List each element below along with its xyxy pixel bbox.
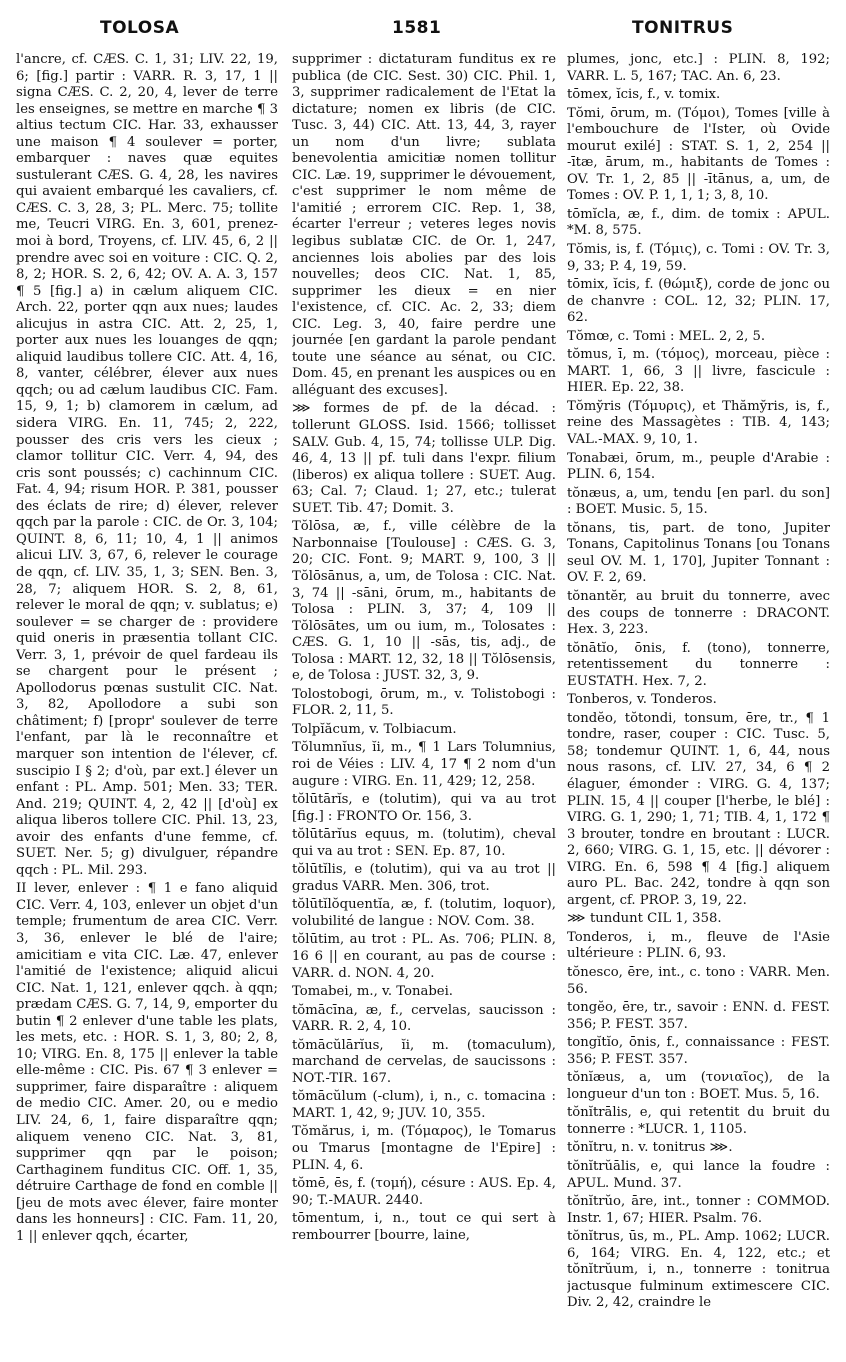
dictionary-entry: Tonberos, v. Tonderos. — [567, 692, 717, 708]
dictionary-entry: tŏnĭæus, a, um (τονιαῖος), de la longueur d'un ton : BOET. Mus. 5, 16. — [567, 1070, 830, 1102]
dictionary-entry: tŏnans, tis, part. de tono, Jupiter Tonans, Capitolinus Tonans [ou Tonans seul OV. M. 1, 170], Jupiter Tonnant : OV. F. 2, 69. — [567, 520, 830, 586]
running-header — [0, 10, 846, 50]
dictionary-entry: Tŏmœ, c. Tomi : MEL. 2, 2, 5. — [567, 328, 766, 344]
dictionary-entry: tŏnĭtrālis, e, qui retentit du bruit du tonnerre : *LUCR. 1, 1105. — [567, 1105, 830, 1137]
dictionary-entry: tongĕo, ēre, tr., savoir : ENN. d. FEST. 356; P. FEST. 357. — [567, 1000, 830, 1032]
dictionary-entry: tŏlūtārĭus equus, m. (tolutim), cheval qui va au trot : SEN. Ep. 87, 10. — [292, 827, 556, 859]
dictionary-entry: tŏnesco, ēre, int., c. tono : VARR. Men. 56. — [567, 964, 830, 997]
dictionary-entry: tŏnĭtru, n. v. tonitrus ⋙. — [567, 1140, 733, 1156]
dictionary-entry: tŏmācŭlum (-clum), i, n., c. tomacina : MART. 1, 42, 9; JUV. 10, 355. — [292, 1089, 556, 1121]
dictionary-entry: Tonderos, i, m., fleuve de l'Asie ultérieure : PLIN. 6, 93. — [567, 929, 830, 962]
dictionary-entry: tŏmācīna, æ, f., cervelas, saucisson : VARR. R. 2, 4, 10. — [292, 1002, 556, 1035]
dictionary-entry: tōmix, ĭcis, f. (θώμιξ), corde de jonc ou de chanvre : COL. 12, 32; PLIN. 17, 62. — [567, 277, 830, 326]
dictionary-entry: tŏmē, ēs, f. (τομή), césure : AUS. Ep. 4, 90; T.-MAUR. 2440. — [292, 1176, 556, 1208]
column-middle — [292, 52, 556, 1352]
dictionary-entry: Tŏmis, is, f. (Τόμις), c. Tomi : OV. Tr. 3, 9, 33; P. 4, 19, 59. — [567, 242, 830, 274]
dictionary-entry: tongĭtĭo, ōnis, f., connaissance : FEST. 356; P. FEST. 357. — [567, 1035, 830, 1067]
dictionary-entry: tŏnĭtrus, ūs, m., PL. Amp. 1062; LUCR. 6, 164; VIRG. En. 4, 122, etc.; et tŏnĭtrŭum, i, n., tonnerre : tonitrua jactusque fulminum extimescere CIC. Div. 2, 42, craindre le — [567, 1229, 830, 1311]
dictionary-entry: tŏmus, ī, m. (τόμος), morceau, pièce : MART. 1, 66, 3 || livre, fascicule : HIER. Ep. 22, 38. — [567, 347, 830, 396]
dictionary-entry: Tŏlumnĭus, ĭi, m., ¶ 1 Lars Tolumnius, roi de Véies : LIV. 4, 17 ¶ 2 nom d'un augure : VIRG. En. 11, 429; 12, 258. — [292, 740, 556, 789]
entry-paragraph: plumes, jonc, etc.] : PLIN. 8, 192; VARR. L. 5, 167; TAC. An. 6, 23. — [567, 52, 830, 84]
dictionary-entry: Tŏmy̆ris (Τόμυρις), et Thămy̆ris, is, f., reine des Massagètes : TIB. 4, 143; VAL.-MAX. 9, 10, 1. — [567, 398, 830, 448]
dictionary-entry: tŏlūtĭlis, e (tolutim), qui va au trot || gradus VARR. Men. 306, trot. — [292, 862, 556, 894]
dictionary-entry: tŏnātĭo, ōnis, f. (tono), tonnerre, retentissement du tonnerre : EUSTATH. Hex. 7, 2. — [567, 640, 830, 689]
dictionary-entry: tŏmācŭlārĭus, ĭi, m. (tomaculum), marchand de cervelas, de saucissons : NOT.-TIR. 167. — [292, 1037, 556, 1086]
entry-paragraph: II lever, enlever : ¶ 1 e fano aliquid CIC. Verr. 4, 103, enlever un objet d'un temple; frumentum de area CIC. Verr. 3, 36, enlever le blé de l'aire; amicitiam e vita CIC. Læ. 47, enlever l'amitié de l'existence; aliquid alicui CIC. Nat. 1, 121, enlever qqch. à qqn; prædam CÆS. G. 7, 14, 9, emporter du butin ¶ 2 enlever d'une table les plats, les mets, etc. : HOR. S. 1, 3, 80; 2, 8, 10; VIRG. En. 8, 175 || enlever la table elle-même : CIC. Pis. 67 ¶ 3 enlever = supprimer, faire disparaître : aliquem de medio CIC. Amer. 20, ou e medio LIV. 24, 6, 1, faire disparaître qqn; aliquem veneno CIC. Nat. 3, 81, supprimer qqn par le poison; Carthaginem funditus CIC. Off. 1, 35, détruire Carthage de fond en comble || [jeu de mots avec élever, faire monter dans les honneurs] : CIC. Fam. 11, 20, 1 || enlever qqch, écarter, — [16, 881, 278, 1244]
column-right — [567, 52, 830, 1352]
header-right-guide-word: TONITRUS — [632, 18, 734, 38]
dictionary-entry: tōmentum, i, n., tout ce qui sert à rembourrer [bourre, laine, — [292, 1211, 556, 1243]
header-left-guide-word: TOLOSA — [100, 18, 180, 38]
dictionary-entry: tŏnæus, a, um, tendu [en parl. du son] : BOET. Music. 5, 15. — [567, 485, 830, 518]
entry-paragraph: l'ancre, cf. CÆS. C. 1, 31; LIV. 22, 19, 6; [fig.] partir : VARR. R. 3, 17, 1 || signa CÆS. C. 2, 20, 4, lever de terre les enseignes, se mettre en marche ¶ 3 altius tectum CIC. Har. 33, exhausser une maison ¶ 4 soulever = porter, embarquer : naves quæ equites sustulerant CÆS. G. 4, 28, les navires qui avaient embarqué les cavaliers, cf. CÆS. C. 3, 28, 3; PL. Merc. 75; tollite me, Teucri VIRG. En. 3, 601, prenez-moi à bord, Troyens, cf. LIV. 45, 6, 2 || prendre avec soi en voiture : CIC. Q. 2, 8, 2; HOR. S. 2, 6, 42; OV. A. A. 3, 157 ¶ 5 [fig.] a) in cælum aliquem CIC. Arch. 22, porter qqn aux nues; laudes alicujus in astra CIC. Att. 2, 25, 1, porter aux nues les louanges de qqn; aliquid laudibus tollere CIC. Att. 4, 16, 8, vanter, célébrer, élever aux nues qqch; ou ad cælum laudibus CIC. Fam. 15, 9, 1; b) clamorem in cælum, ad sidera VIRG. En. 11, 745; 2, 222, pousser des cris vers les cieux ; clamor tollitur CIC. Verr. 4, 94, des cris sont poussés; c) cachinnum CIC. Fat. 4, 94; risum HOR. P. 381, pousser des éclats de rire; d) élever, relever qqch par la parole : CIC. de Or. 3, 104; QUINT. 8, 6, 11; 10, 4, 1 || animos alicui LIV. 3, 67, 6, relever le courage de qqn, cf. LIV. 35, 1, 3; SEN. Ben. 3, 28, 7; aliquem HOR. S. 2, 8, 61, relever le moral de qqn; v. sublatus; e) soulever = se charger de : providere quid oneris in præsentia tollant CIC. Verr. 3, 1, prévoir de quel fardeau ils se chargent pour le présent ; Apollodorus pœnas sustulit CIC. Nat. 3, 82, Apollodore a subi son châtiment; f) [propr' soulever de terre l'enfant, par là le reconnaître et marquer son intention de l'élever, cf. suscipio I § 2; d'où, par ext.] élever un enfant : PL. Amp. 501; Men. 33; TER. And. 219; QUINT. 4, 2, 42 || [d'où] ex aliqua liberos tollere CIC. Phil. 13, 23, avoir des enfants d'une femme, cf. SUET. Ner. 5; g) divulguer, répandre qqch : PL. Mil. 293. — [16, 52, 278, 878]
dictionary-entry: Tonabæi, ōrum, m., peuple d'Arabie : PLIN. 6, 154. — [567, 450, 830, 483]
dictionary-entry: tŏlūtim, au trot : PL. As. 706; PLIN. 8, 16 6 || en courant, au pas de course : VARR. d. NON. 4, 20. — [292, 932, 556, 981]
dictionary-entry: tōmĭcla, æ, f., dim. de tomix : APUL. *M. 8, 575. — [567, 206, 830, 239]
dictionary-entry: tŏnĭtrŭo, āre, int., tonner : COMMOD. Instr. 1, 67; HIER. Psalm. 76. — [567, 1194, 830, 1226]
dictionary-entry: tondĕo, tŏtondi, tonsum, ēre, tr., ¶ 1 tondre, raser, couper : CIC. Tusc. 5, 58; tondemur QUINT. 1, 6, 44, nous nous rasons, cf. LIV. 27, 34, 6 ¶ 2 élaguer, émonder : VIRG. G. 4, 137; PLIN. 15, 4 || couper [l'herbe, le blé] : VIRG. G. 1, 290; 1, 71; TIB. 4, 1, 172 ¶ 3 brouter, tondre en broutant : LUCR. 2, 660; VIRG. G. 1, 15, etc. || dévorer : VIRG. En. 6, 598 ¶ 4 [fig.] aliquem auro PL. Bac. 242, tondre à qqn son argent, cf. PROP. 3, 19, 22. — [567, 710, 830, 908]
dictionary-entry: tŏlūtĭlŏquentĭa, æ, f. (tolutim, loquor), volubilité de langue : NOV. Com. 38. — [292, 897, 556, 929]
dictionary-entry: tŏnantĕr, au bruit du tonnerre, avec des coups de tonnerre : DRACONT. Hex. 3, 223. — [567, 588, 830, 638]
dictionary-entry: tŏlūtārĭs, e (tolutim), qui va au trot [fig.] : FRONTO Or. 156, 3. — [292, 792, 556, 824]
page-number: 1581 — [392, 18, 442, 38]
dictionary-entry: Tŏlōsa, æ, f., ville célèbre de la Narbonnaise [Toulouse] : CÆS. G. 3, 20; CIC. Font. 9; MART. 9, 100, 3 || Tŏlōsānus, a, um, de Tolosa : CIC. Nat. 3, 74 || -sāni, ōrum, m., habitants de Tolosa : PLIN. 3, 37; 4, 109 || Tŏlōsātes, um ou ium, m., Tolosates : CÆS. G. 1, 10 || -sās, tis, adj., de Tolosa : MART. 12, 32, 18 || Tŏlōsensis, e, de Tolosa : JUST. 32, 3, 9. — [292, 519, 556, 684]
dictionary-entry: Tolpĭăcum, v. Tolbiacum. — [292, 721, 457, 737]
dictionary-entry: tŏnĭtrŭālis, e, qui lance la foudre : APUL. Mund. 37. — [567, 1159, 830, 1191]
dictionary-entry: Tŏmărus, i, m. (Τόμαρος), le Tomarus ou Tmarus [montagne de l'Epire] : PLIN. 4, 6. — [292, 1124, 556, 1173]
dictionary-entry: Tŏmi, ōrum, m. (Τόμοι), Tomes [ville à l'embouchure de l'Ister, où Ovide mourut exilé] : STAT. S. 1, 2, 254 || -ītæ, ārum, m., habitants de Tomes : OV. Tr. 1, 2, 85 || -ītānus, a, um, de Tomes : OV. P. 1, 1, 1; 3, 8, 10. — [567, 105, 830, 204]
dictionary-entry: ⋙ tundunt CIL 1, 358. — [567, 911, 722, 927]
dictionary-entry: Tomabei, m., v. Tonabei. — [292, 984, 453, 1000]
dictionary-entry: Tolostobogi, ōrum, m., v. Tolistobogi : FLOR. 2, 11, 5. — [292, 686, 556, 719]
dictionary-entry: tōmex, ĭcis, f., v. tomix. — [567, 87, 721, 103]
entry-paragraph: ⋙ formes de pf. de la décad. : tollerunt GLOSS. Isid. 1566; tollisset SALV. Gub. 4, 15, 74; tollisse ULP. Dig. 46, 4, 13 || pf. tuli dans l'expr. filium (liberos) ex aliqua tollere : SUET. Aug. 63; Cal. 7; Claud. 1; 27, etc.; tulerat SUET. Tib. 47; Domit. 3. — [292, 401, 556, 516]
column-left — [16, 52, 278, 1352]
entry-paragraph: supprimer : dictaturam funditus ex re publica (de CIC. Sest. 30) CIC. Phil. 1, 3, supprimer radicalement de l'Etat la dictature; nomen ex libris (de CIC. Tusc. 3, 44) CIC. Att. 13, 44, 3, rayer un nom d'un livre; sublata benevolentia amicitiæ nomen tollitur CIC. Læ. 19, supprimer le dévouement, c'est supprimer le nom même de l'amitié ; errorem CIC. Rep. 1, 38, écarter l'erreur ; veteres leges novis legibus sublatæ CIC. de Or. 1, 247, anciennes lois abolies par des lois nouvelles; deos CIC. Nat. 1, 85, supprimer les dieux = en nier l'existence, cf. CIC. Ac. 2, 33; diem CIC. Leg. 3, 40, faire perdre une journée [en gardant la parole pendant toute une séance au sénat, ou CIC. Dom. 45, en prenant les auspices ou en alléguant des excuses]. — [292, 52, 556, 398]
